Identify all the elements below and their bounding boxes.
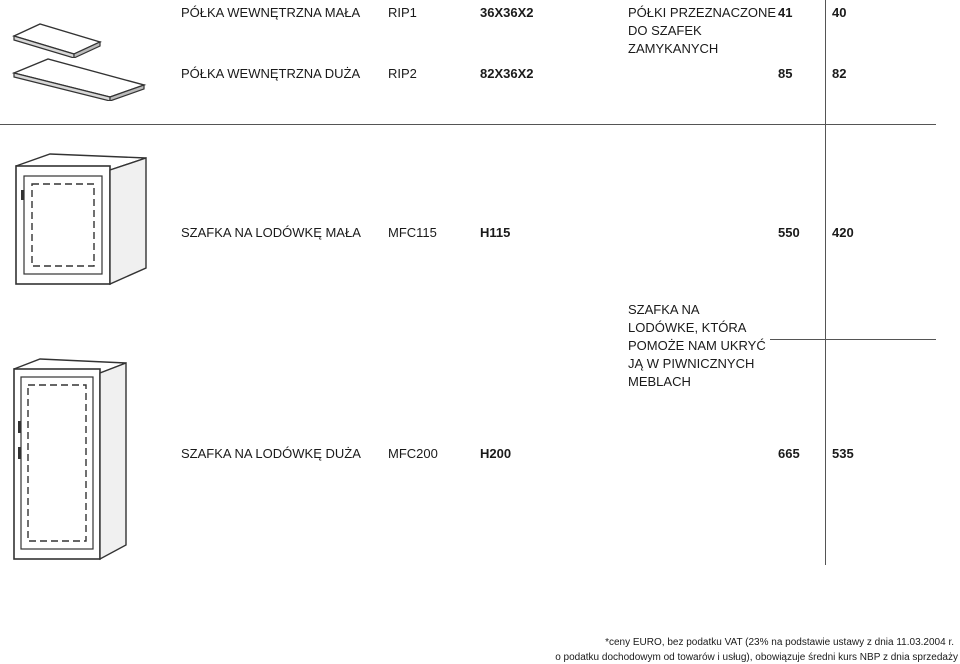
small-fridge-cabinet-illustration bbox=[10, 150, 150, 290]
footnote-line: o podatku dochodowym od towarów i usług), obowiązuje średni kurs NBP z dnia sprzedaży bbox=[555, 652, 958, 663]
product-code: MFC200 bbox=[388, 446, 438, 461]
product-name: SZAFKA NA LODÓWKĘ DUŻA bbox=[181, 446, 361, 461]
price-primary: 550 bbox=[778, 225, 800, 240]
price-secondary: 420 bbox=[832, 225, 854, 240]
product-code: RIP2 bbox=[388, 66, 417, 81]
price-secondary: 82 bbox=[832, 66, 847, 81]
section-divider bbox=[0, 124, 936, 125]
product-code: RIP1 bbox=[388, 5, 417, 20]
product-dimensions: H115 bbox=[480, 225, 511, 240]
product-dimensions: H200 bbox=[480, 446, 512, 461]
column-divider bbox=[825, 0, 826, 565]
section-divider bbox=[770, 339, 936, 340]
price-primary: 41 bbox=[778, 5, 793, 20]
description-line: JĄ W PIWNICZNYCH bbox=[628, 356, 755, 371]
product-name: PÓŁKA WEWNĘTRZNA DUŻA bbox=[181, 66, 361, 81]
price-secondary: 40 bbox=[832, 5, 847, 20]
description-line: PÓŁKI PRZEZNACZONE bbox=[628, 5, 777, 20]
description-line: DO SZAFEK bbox=[628, 23, 702, 38]
description-line: LODÓWKE, KTÓRA bbox=[628, 320, 747, 335]
large-shelf-illustration bbox=[10, 55, 150, 101]
footnote-line: *ceny EURO, bez podatku VAT (23% na podstawie ustawy z dnia 11.03.2004 r. bbox=[605, 637, 954, 648]
small-shelf-illustration bbox=[10, 20, 105, 58]
description-line: MEBLACH bbox=[628, 374, 691, 389]
description-line: POMOŻE NAM UKRYĆ bbox=[628, 338, 766, 353]
description-line: ZAMYKANYCH bbox=[628, 41, 719, 56]
description-line: SZAFKA NA bbox=[628, 302, 700, 317]
product-dimensions: 82X36X2 bbox=[480, 66, 534, 81]
product-name: SZAFKA NA LODÓWKĘ MAŁA bbox=[181, 225, 361, 240]
price-primary: 665 bbox=[778, 446, 800, 461]
price-primary: 85 bbox=[778, 66, 793, 81]
large-fridge-cabinet-illustration bbox=[8, 355, 133, 565]
product-code: MFC115 bbox=[388, 225, 437, 240]
price-secondary: 535 bbox=[832, 446, 854, 461]
product-name: PÓŁKA WEWNĘTRZNA MAŁA bbox=[181, 5, 361, 20]
product-dimensions: 36X36X2 bbox=[480, 5, 534, 20]
